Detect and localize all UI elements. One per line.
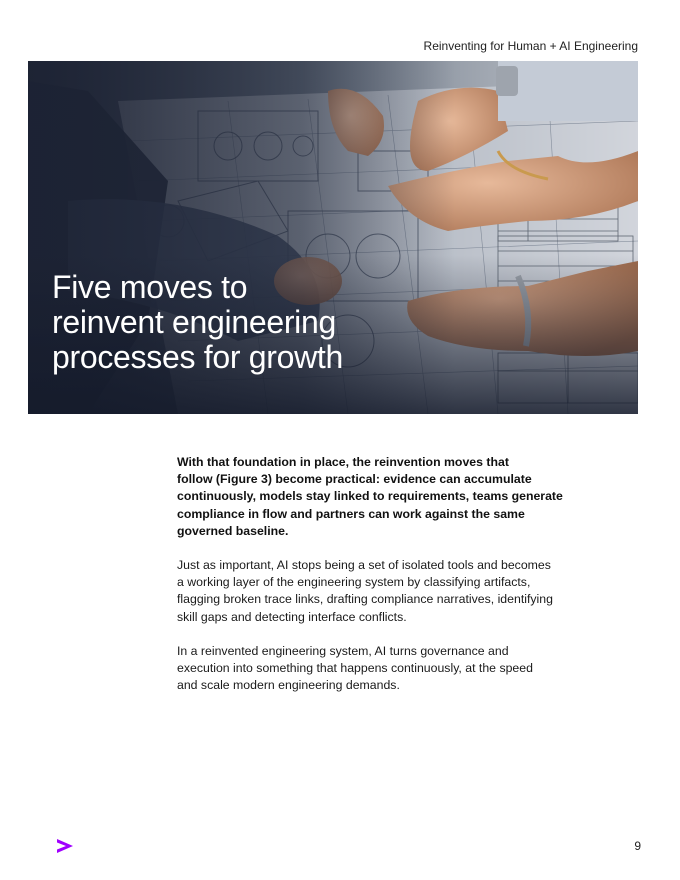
title-line: processes for growth [52,339,344,375]
text-line: compliance in flow and partners can work against the same [177,506,525,521]
text-line: and scale modern engineering demands. [177,678,400,693]
hero-image [28,61,638,414]
accenture-chevron-icon [55,837,75,857]
paragraph [177,643,597,695]
text-line: skill gaps and detecting interface conflicts. [177,609,407,624]
text-line: In a reinvented engineering system, AI turns governance and [177,643,509,658]
page-number: 9 [634,839,641,853]
paragraph [177,557,597,626]
text-line: flagging broken trace links, drafting compliance narratives, identifying [177,592,553,607]
lead-paragraph [177,454,597,540]
text-line: continuously, models stay linked to requirements, teams generate [177,489,563,504]
body-text [177,454,597,711]
title-line: Five moves to [52,269,248,305]
running-header: Reinventing for Human + AI Engineering [423,39,638,53]
title-line: reinvent engineering [52,304,336,340]
text-line: With that foundation in place, the reinvention moves that [177,455,509,469]
text-line: a working layer of the engineering system by classifying artifacts, [177,575,531,590]
text-line: governed baseline. [177,523,289,538]
page-title [52,270,343,375]
text-line: follow (Figure 3) become practical: evidence can accumulate [177,472,532,487]
text-line: Just as important, AI stops being a set of isolated tools and becomes [177,558,551,573]
text-line: execution into something that happens continuously, at the speed [177,661,533,676]
